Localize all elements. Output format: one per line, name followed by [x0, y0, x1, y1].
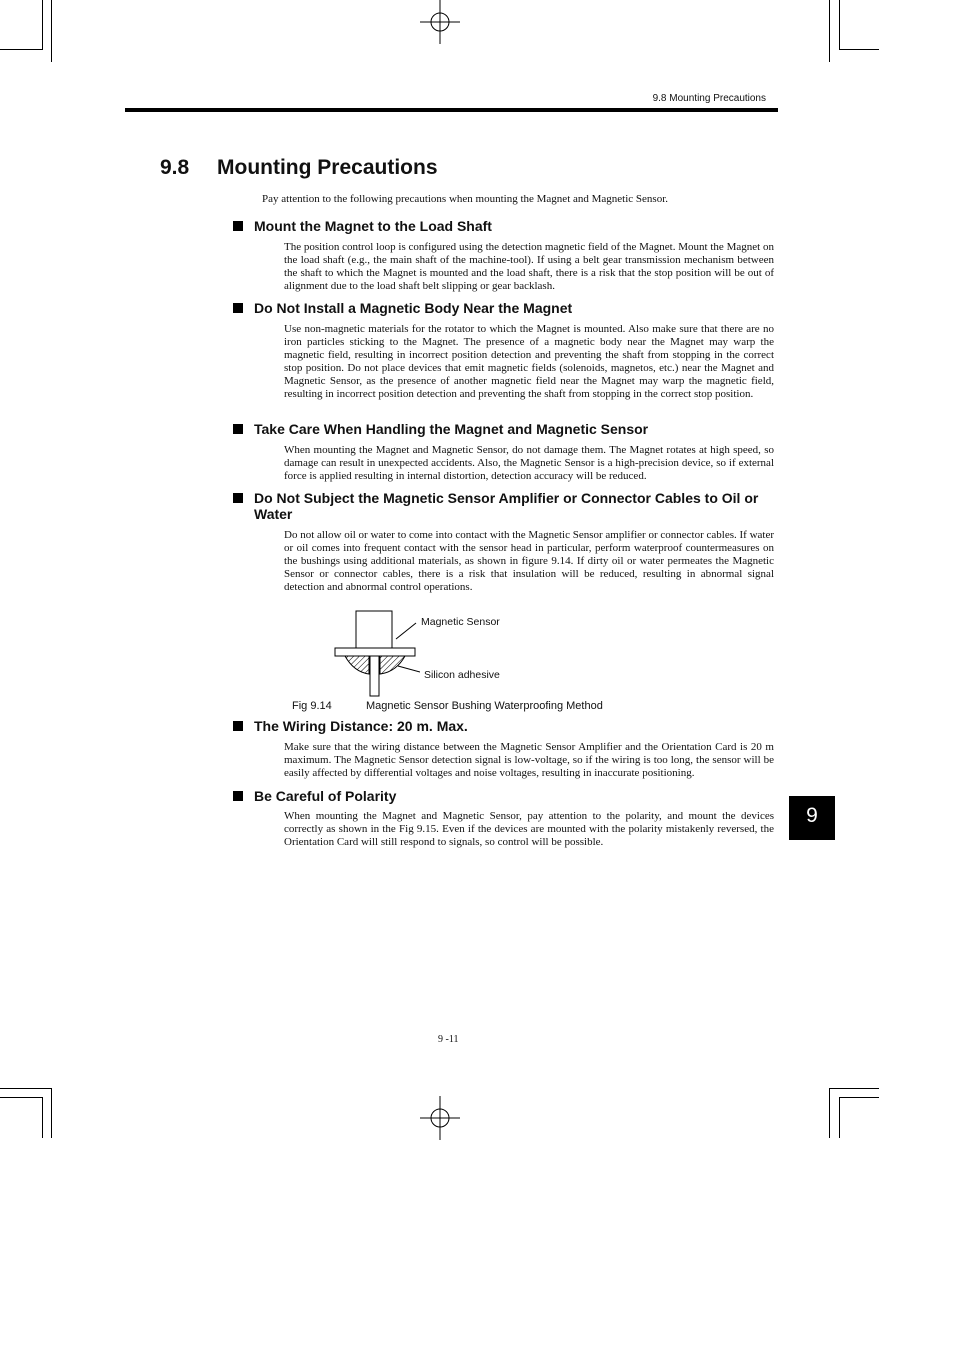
figure-caption: Magnetic Sensor Bushing Waterproofing Method: [366, 700, 603, 712]
subsection-heading: Mount the Magnet to the Load Shaft: [233, 218, 778, 234]
registration-mark-top: [418, 0, 462, 44]
subsection-paragraph: Do not allow oil or water to come into contact with the Magnetic Sensor amplifier or connector cables. If water or oil comes into frequent contact with the sensor head in particular, perform waterproof countermeasures on the bushings using additional materials, as shown in figure 9.14. If dirty oil or water permeates the Magnetic Sensor or connector cables, there is a risk that insulation will be reduced, resulting in abnormal signal detection and abnormal control operations.: [284, 529, 774, 593]
square-bullet-icon: [233, 221, 243, 231]
sensor-cable: [370, 656, 379, 696]
subsection-heading: The Wiring Distance: 20 m. Max.: [233, 718, 778, 734]
square-bullet-icon: [233, 424, 243, 434]
magnetic-sensor-label: Magnetic Sensor: [421, 616, 500, 628]
silicon-adhesive: [345, 656, 369, 674]
subsection-paragraph: Use non-magnetic materials for the rotator to which the Magnet is mounted. Also make sure that there are no iron particles sticking to the Magnet. The presence of a magnetic body near the Magnet may warp the magnetic field, resulting in incorrect position detection and preventing the shaft from stopping in the correct stop position. Do not place devices that emit magnetic fields (solenoids, magnetos, etc.) near the Magnet and Magnetic Sensor, as the presence of another magnetic field near the Magnet may warp the magnetic field, resulting in incorrect position detection and preventing the shaft from stopping in the correct stop position.: [284, 323, 774, 400]
sensor-body: [356, 611, 392, 648]
sensor-flange: [335, 648, 415, 656]
square-bullet-icon: [233, 791, 243, 801]
silicon-adhesive-label: Silicon adhesive: [424, 669, 500, 681]
subsection-heading: Be Careful of Polarity: [233, 788, 778, 804]
square-bullet-icon: [233, 493, 243, 503]
subsection-heading: Take Care When Handling the Magnet and Magnetic Sensor: [233, 421, 778, 437]
section-title: [160, 156, 438, 180]
registration-mark-bottom: [418, 1096, 462, 1140]
square-bullet-icon: [233, 303, 243, 313]
subsection-paragraph: When mounting the Magnet and Magnetic Sensor, do not damage them. The Magnet rotates at high speed, so damage can result in unexpected accidents. Also, the Magnetic Sensor is a high-precision device, so if external force is applied resulting in internal distortion, detection accuracy will be reduced.: [284, 444, 774, 482]
subsection-paragraph: When mounting the Magnet and Magnetic Sensor, pay attention to the polarity, and mount the devices correctly as shown in the Fig 9.15. Even if the devices are mounted with the polarity mistakenly reversed, the Orientation Card will still respond to signals, so control will be possible.: [284, 810, 774, 848]
subsection-heading: Do Not Subject the Magnetic Sensor Amplifier or Connector Cables to Oil or Water: [233, 490, 778, 522]
page-number: 9 -11: [438, 1034, 459, 1045]
figure-number: Fig 9.14: [292, 700, 332, 712]
silicon-adhesive: [380, 656, 405, 674]
chapter-tab: 9: [789, 796, 835, 840]
subsection-paragraph: The position control loop is configured using the detection magnetic field of the Magnet. Mount the Magnet on the load shaft (e.g., the main shaft of the machine-tool). If using a belt gear transmission mechanism between the shaft to which the Magnet is mounted and the load shaft, there is a risk that the stop position will be out of alignment due to the load shaft belt slipping or gear backlash.: [284, 241, 774, 292]
square-bullet-icon: [233, 721, 243, 731]
section-title-text: Mounting Precautions: [217, 156, 438, 179]
intro-paragraph: Pay attention to the following precautions when mounting the Magnet and Magnetic Sensor.: [262, 193, 669, 205]
subsection-heading: Do Not Install a Magnetic Body Near the Magnet: [233, 300, 778, 316]
running-head: 9.8 Mounting Precautions: [652, 93, 766, 104]
sensor-leader-line: [396, 623, 416, 639]
bushing-waterproofing-figure: [330, 606, 420, 698]
subsection-paragraph: Make sure that the wiring distance between the Magnetic Sensor Amplifier and the Orientation Card is 20 m maximum. The Magnetic Sensor detection signal is low-voltage, so if the wiring is too long, the sensor will be easily affected by differential voltages and noise voltages, resulting in inaccurate positioning.: [284, 741, 774, 779]
header-rule: [125, 108, 778, 112]
adhesive-leader-line: [398, 666, 420, 672]
section-number: 9.8: [160, 156, 190, 179]
